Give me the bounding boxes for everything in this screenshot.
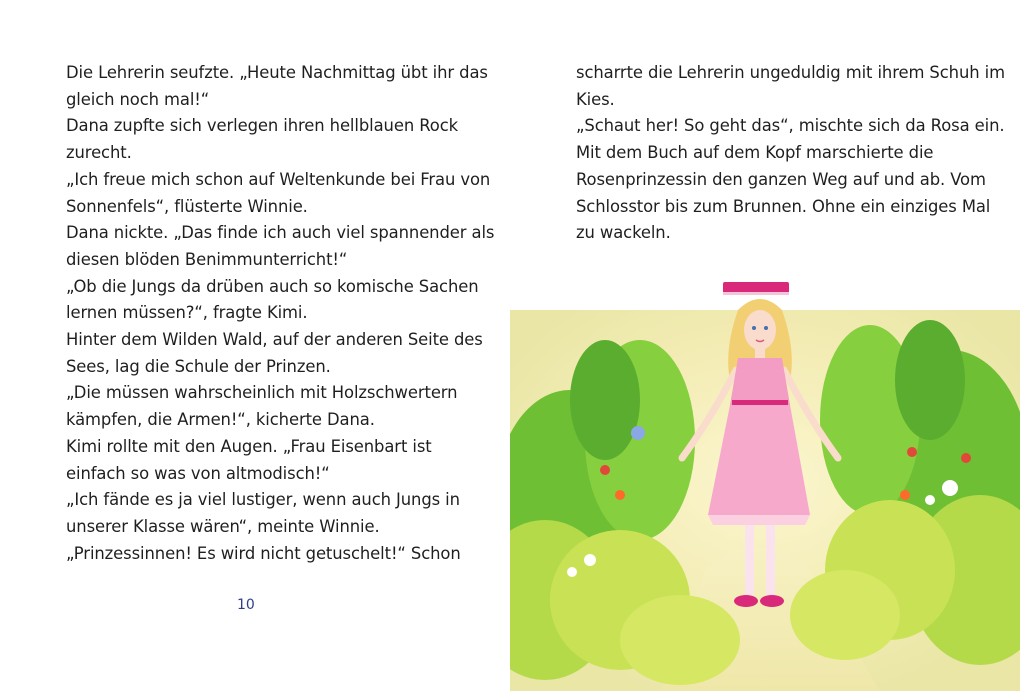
text-line: „Schaut her! So geht das“, mischte sich da Rosa ein.: [576, 116, 1005, 136]
text-line: Die Lehrerin seufzte. „Heute Nachmittag übt ihr das: [66, 63, 488, 82]
text-line: „Ich freue mich schon auf Weltenkunde bei Frau von: [66, 169, 491, 189]
text-line: „Ob die Jungs da drüben auch so komische Sachen: [66, 276, 479, 296]
text-line: Kies.: [576, 89, 615, 109]
text-line: Sonnenfels“, flüsterte Winnie.: [66, 196, 308, 216]
text-line: Rosenprinzessin den ganzen Weg auf und ab. Vom: [576, 169, 986, 189]
text-line: „Prinzessinnen! Es wird nicht getuschelt!“ Schon: [66, 543, 461, 563]
text-line: unserer Klasse wären“, meinte Winnie.: [66, 516, 380, 536]
right-page: [510, 0, 1020, 691]
page-number: 10: [237, 597, 255, 613]
text-line: Schlosstor bis zum Brunnen. Ohne ein einziges Mal: [576, 196, 991, 216]
text-line: gleich noch mal!“: [66, 89, 210, 109]
text-line: Dana zupfte sich verlegen ihren hellblauen Rock: [66, 116, 458, 136]
princess-illustration: [510, 270, 1020, 691]
text-line: „Die müssen wahrscheinlich mit Holzschwertern: [66, 383, 458, 403]
text-line: „Ich fände es ja viel lustiger, wenn auch Jungs in: [66, 490, 460, 510]
text-line: diesen blöden Benimmunterricht!“: [66, 249, 348, 269]
text-line: zurecht.: [66, 143, 132, 163]
text-line: Mit dem Buch auf dem Kopf marschierte die: [576, 143, 934, 163]
text-line: Hinter dem Wilden Wald, auf der anderen Seite des: [66, 330, 483, 350]
text-line: Kimi rollte mit den Augen. „Frau Eisenbart ist: [66, 436, 432, 456]
text-line: scharrte die Lehrerin ungeduldig mit ihrem Schuh im: [576, 63, 1005, 82]
text-line: einfach so was von altmodisch!“: [66, 463, 330, 483]
text-line: kämpfen, die Armen!“, kicherte Dana.: [66, 410, 375, 430]
text-line: zu wackeln.: [576, 223, 671, 243]
left-page-text: [66, 60, 495, 567]
text-line: lernen müssen?“, fragte Kimi.: [66, 303, 308, 323]
right-page-text: [576, 60, 1005, 247]
text-line: Sees, lag die Schule der Prinzen.: [66, 356, 331, 376]
text-line: Dana nickte. „Das finde ich auch viel spannender als: [66, 223, 495, 243]
